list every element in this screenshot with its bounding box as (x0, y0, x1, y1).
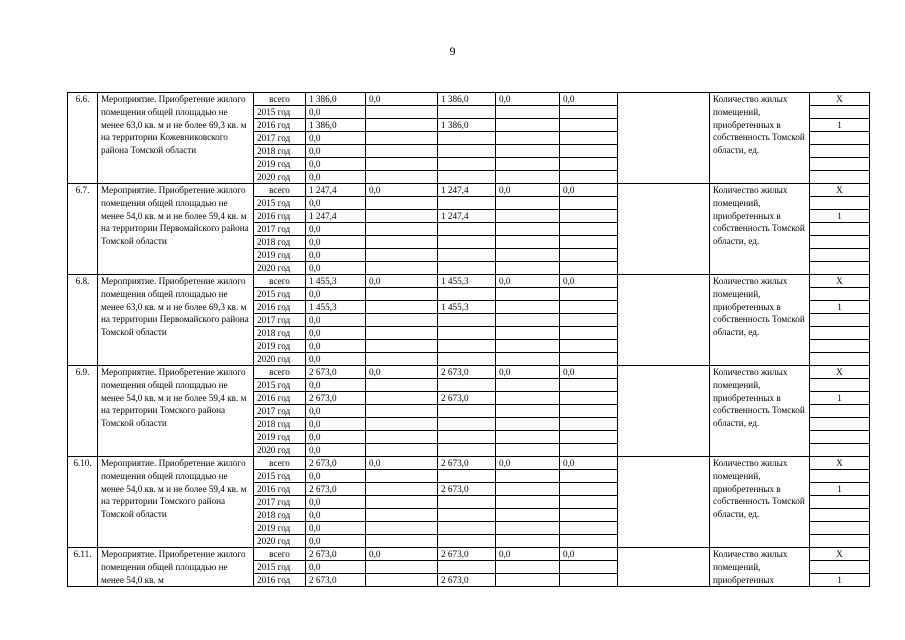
indicator-value (810, 327, 870, 340)
regional-cell (438, 418, 496, 431)
total-cell: 2 673,0 (306, 392, 366, 405)
regional-cell (438, 262, 496, 275)
indicator-value: 1 (810, 392, 870, 405)
indicator-value (810, 197, 870, 210)
item-number: 6.9. (68, 366, 98, 457)
item-number: 6.10. (68, 457, 98, 548)
total-cell: 0,0 (306, 236, 366, 249)
indicator-value: 1 (810, 119, 870, 132)
regional-cell (438, 223, 496, 236)
local-cell: 0,0 (496, 184, 560, 197)
total-cell: 0,0 (306, 379, 366, 392)
indicator-value: 1 (810, 301, 870, 314)
regional-cell (438, 249, 496, 262)
federal-cell (366, 158, 438, 171)
total-cell: 0,0 (306, 145, 366, 158)
period-cell: 2019 год (254, 158, 306, 171)
total-cell: 0,0 (306, 444, 366, 457)
other-cell (560, 483, 618, 496)
total-cell: 1 386,0 (306, 93, 366, 106)
other-cell (560, 210, 618, 223)
item-number: 6.8. (68, 275, 98, 366)
total-cell: 0,0 (306, 171, 366, 184)
regional-cell: 2 673,0 (438, 457, 496, 470)
federal-cell (366, 392, 438, 405)
regional-cell (438, 379, 496, 392)
regional-cell: 2 673,0 (438, 392, 496, 405)
other-cell (560, 392, 618, 405)
activity-name: Мероприятие. Приобретение жилого помещения общей площадью не менее 54,0 кв. м и не более 59,4 кв. м на территории Первомайского района Томской области (98, 184, 254, 275)
other-cell (560, 522, 618, 535)
local-cell (496, 496, 560, 509)
indicator-value (810, 379, 870, 392)
indicator-value (810, 431, 870, 444)
local-cell (496, 522, 560, 535)
regional-cell: 1 386,0 (438, 119, 496, 132)
federal-cell (366, 223, 438, 236)
total-cell: 2 673,0 (306, 483, 366, 496)
local-cell (496, 405, 560, 418)
total-cell: 0,0 (306, 561, 366, 574)
total-cell: 0,0 (306, 132, 366, 145)
total-cell: 0,0 (306, 418, 366, 431)
other-cell (560, 496, 618, 509)
program-activities-table (67, 92, 870, 587)
total-cell: 1 455,3 (306, 301, 366, 314)
other-cell: 0,0 (560, 548, 618, 561)
federal-cell: 0,0 (366, 184, 438, 197)
local-cell (496, 132, 560, 145)
local-cell (496, 106, 560, 119)
federal-cell (366, 379, 438, 392)
period-cell: всего (254, 184, 306, 197)
regional-cell (438, 145, 496, 158)
regional-cell: 2 673,0 (438, 366, 496, 379)
period-cell: всего (254, 366, 306, 379)
regional-cell (438, 431, 496, 444)
indicator-value (810, 405, 870, 418)
indicator-value: Х (810, 275, 870, 288)
local-cell (496, 574, 560, 587)
federal-cell (366, 340, 438, 353)
local-cell (496, 145, 560, 158)
federal-cell (366, 288, 438, 301)
regional-cell: 1 386,0 (438, 93, 496, 106)
period-cell: 2015 год (254, 288, 306, 301)
period-cell: 2016 год (254, 210, 306, 223)
regional-cell (438, 444, 496, 457)
period-cell: всего (254, 457, 306, 470)
other-cell: 0,0 (560, 366, 618, 379)
regional-cell: 2 673,0 (438, 548, 496, 561)
indicator-value (810, 145, 870, 158)
regional-cell (438, 171, 496, 184)
local-cell (496, 210, 560, 223)
other-cell: 0,0 (560, 184, 618, 197)
total-cell: 0,0 (306, 522, 366, 535)
period-cell: 2018 год (254, 509, 306, 522)
regional-cell: 2 673,0 (438, 574, 496, 587)
total-cell: 0,0 (306, 496, 366, 509)
federal-cell (366, 496, 438, 509)
other-cell (560, 145, 618, 158)
indicator-value (810, 561, 870, 574)
federal-cell: 0,0 (366, 457, 438, 470)
total-cell: 0,0 (306, 431, 366, 444)
other-cell: 0,0 (560, 275, 618, 288)
period-cell: всего (254, 275, 306, 288)
other-cell (560, 171, 618, 184)
regional-cell (438, 314, 496, 327)
federal-cell (366, 418, 438, 431)
federal-cell (366, 132, 438, 145)
executor-cell (618, 275, 710, 366)
total-cell: 2 673,0 (306, 457, 366, 470)
federal-cell (366, 522, 438, 535)
local-cell (496, 535, 560, 548)
period-cell: 2020 год (254, 444, 306, 457)
period-cell: 2017 год (254, 405, 306, 418)
local-cell (496, 353, 560, 366)
indicator-value (810, 262, 870, 275)
table-row (68, 366, 870, 379)
other-cell (560, 444, 618, 457)
period-cell: 2020 год (254, 171, 306, 184)
regional-cell (438, 509, 496, 522)
other-cell (560, 405, 618, 418)
local-cell (496, 561, 560, 574)
local-cell: 0,0 (496, 457, 560, 470)
other-cell (560, 249, 618, 262)
table-row (68, 275, 870, 288)
table-row (68, 548, 870, 561)
regional-cell (438, 106, 496, 119)
indicator-value: Х (810, 184, 870, 197)
indicator-name: Количество жилых помещений, приобретенных (710, 548, 810, 587)
federal-cell (366, 145, 438, 158)
regional-cell (438, 522, 496, 535)
other-cell (560, 158, 618, 171)
regional-cell (438, 561, 496, 574)
local-cell (496, 483, 560, 496)
total-cell: 1 455,3 (306, 275, 366, 288)
total-cell: 1 386,0 (306, 119, 366, 132)
local-cell (496, 288, 560, 301)
regional-cell (438, 470, 496, 483)
period-cell: 2016 год (254, 574, 306, 587)
regional-cell (438, 535, 496, 548)
local-cell (496, 379, 560, 392)
federal-cell (366, 171, 438, 184)
federal-cell: 0,0 (366, 93, 438, 106)
executor-cell (618, 366, 710, 457)
other-cell (560, 197, 618, 210)
local-cell (496, 119, 560, 132)
period-cell: 2019 год (254, 522, 306, 535)
other-cell (560, 418, 618, 431)
period-cell: 2020 год (254, 262, 306, 275)
regional-cell (438, 288, 496, 301)
other-cell (560, 288, 618, 301)
local-cell (496, 249, 560, 262)
regional-cell (438, 132, 496, 145)
other-cell (560, 470, 618, 483)
period-cell: 2015 год (254, 379, 306, 392)
federal-cell (366, 249, 438, 262)
indicator-value: 1 (810, 483, 870, 496)
period-cell: 2020 год (254, 353, 306, 366)
local-cell (496, 444, 560, 457)
federal-cell (366, 574, 438, 587)
other-cell (560, 223, 618, 236)
federal-cell (366, 262, 438, 275)
regional-cell (438, 353, 496, 366)
local-cell (496, 509, 560, 522)
indicator-value (810, 418, 870, 431)
indicator-value (810, 158, 870, 171)
activity-name: Мероприятие. Приобретение жилого помещения общей площадью не менее 63,0 кв. м и не более 69,3 кв. м на территории Кожевниковского района Томской области (98, 93, 254, 184)
local-cell (496, 392, 560, 405)
federal-cell: 0,0 (366, 548, 438, 561)
total-cell: 0,0 (306, 535, 366, 548)
indicator-value (810, 106, 870, 119)
regional-cell (438, 197, 496, 210)
indicator-name: Количество жилых помещений, приобретенных в собственность Томской области, ед. (710, 366, 810, 457)
regional-cell (438, 405, 496, 418)
federal-cell (366, 119, 438, 132)
federal-cell (366, 444, 438, 457)
federal-cell (366, 106, 438, 119)
other-cell (560, 262, 618, 275)
regional-cell (438, 340, 496, 353)
period-cell: 2015 год (254, 561, 306, 574)
total-cell: 0,0 (306, 288, 366, 301)
indicator-value (810, 340, 870, 353)
indicator-name: Количество жилых помещений, приобретенных в собственность Томской области, ед. (710, 93, 810, 184)
table-row (68, 184, 870, 197)
local-cell (496, 327, 560, 340)
total-cell: 0,0 (306, 314, 366, 327)
period-cell: 2015 год (254, 470, 306, 483)
period-cell: 2015 год (254, 197, 306, 210)
period-cell: 2018 год (254, 418, 306, 431)
indicator-value: 1 (810, 210, 870, 223)
other-cell (560, 340, 618, 353)
indicator-value (810, 249, 870, 262)
regional-cell: 1 247,4 (438, 210, 496, 223)
regional-cell: 1 455,3 (438, 275, 496, 288)
total-cell: 0,0 (306, 470, 366, 483)
regional-cell (438, 327, 496, 340)
other-cell (560, 574, 618, 587)
indicator-name: Количество жилых помещений, приобретенных в собственность Томской области, ед. (710, 275, 810, 366)
item-number: 6.11. (68, 548, 98, 587)
total-cell: 0,0 (306, 158, 366, 171)
indicator-value (810, 444, 870, 457)
total-cell: 2 673,0 (306, 366, 366, 379)
indicator-value: Х (810, 457, 870, 470)
other-cell (560, 509, 618, 522)
federal-cell: 0,0 (366, 366, 438, 379)
local-cell: 0,0 (496, 366, 560, 379)
total-cell: 0,0 (306, 353, 366, 366)
indicator-value (810, 535, 870, 548)
activity-name: Мероприятие. Приобретение жилого помещения общей площадью не менее 54,0 кв. м и не более 59,4 кв. м на территории Томского района Томской области (98, 457, 254, 548)
other-cell (560, 119, 618, 132)
other-cell (560, 132, 618, 145)
total-cell: 2 673,0 (306, 548, 366, 561)
indicator-value (810, 353, 870, 366)
local-cell (496, 314, 560, 327)
other-cell: 0,0 (560, 93, 618, 106)
indicator-value (810, 288, 870, 301)
total-cell: 0,0 (306, 262, 366, 275)
federal-cell (366, 535, 438, 548)
local-cell (496, 158, 560, 171)
period-cell: 2016 год (254, 301, 306, 314)
table-row (68, 93, 870, 106)
item-number: 6.6. (68, 93, 98, 184)
activity-name: Мероприятие. Приобретение жилого помещения общей площадью не менее 54,0 кв. м и не более 59,4 кв. м на территории Томского района Томской области (98, 366, 254, 457)
total-cell: 0,0 (306, 327, 366, 340)
indicator-value: Х (810, 548, 870, 561)
local-cell (496, 171, 560, 184)
total-cell: 1 247,4 (306, 210, 366, 223)
period-cell: 2019 год (254, 340, 306, 353)
other-cell (560, 535, 618, 548)
period-cell: 2017 год (254, 496, 306, 509)
local-cell (496, 197, 560, 210)
federal-cell (366, 561, 438, 574)
period-cell: 2018 год (254, 145, 306, 158)
other-cell (560, 431, 618, 444)
indicator-value (810, 314, 870, 327)
period-cell: 2016 год (254, 119, 306, 132)
local-cell: 0,0 (496, 548, 560, 561)
regional-cell (438, 158, 496, 171)
other-cell (560, 561, 618, 574)
federal-cell (366, 327, 438, 340)
indicator-value: 1 (810, 574, 870, 587)
federal-cell (366, 301, 438, 314)
total-cell: 1 247,4 (306, 184, 366, 197)
regional-cell: 1 247,4 (438, 184, 496, 197)
period-cell: 2019 год (254, 249, 306, 262)
indicator-value (810, 509, 870, 522)
period-cell: 2017 год (254, 132, 306, 145)
indicator-name: Количество жилых помещений, приобретенных в собственность Томской области, ед. (710, 184, 810, 275)
local-cell (496, 301, 560, 314)
period-cell: 2017 год (254, 314, 306, 327)
local-cell (496, 262, 560, 275)
indicator-value: Х (810, 366, 870, 379)
executor-cell (618, 93, 710, 184)
regional-cell: 1 455,3 (438, 301, 496, 314)
indicator-value (810, 496, 870, 509)
local-cell (496, 340, 560, 353)
indicator-value (810, 236, 870, 249)
federal-cell (366, 314, 438, 327)
activity-name: Мероприятие. Приобретение жилого помещения общей площадью не менее 54,0 кв. м (98, 548, 254, 587)
period-cell: 2016 год (254, 392, 306, 405)
indicator-value: Х (810, 93, 870, 106)
total-cell: 0,0 (306, 405, 366, 418)
indicator-value (810, 522, 870, 535)
federal-cell (366, 197, 438, 210)
total-cell: 0,0 (306, 106, 366, 119)
table-row (68, 457, 870, 470)
period-cell: 2015 год (254, 106, 306, 119)
local-cell (496, 418, 560, 431)
indicator-value (810, 223, 870, 236)
local-cell (496, 431, 560, 444)
regional-cell: 2 673,0 (438, 483, 496, 496)
total-cell: 0,0 (306, 223, 366, 236)
federal-cell (366, 353, 438, 366)
regional-cell (438, 236, 496, 249)
other-cell (560, 301, 618, 314)
executor-cell (618, 457, 710, 548)
indicator-value (810, 132, 870, 145)
federal-cell (366, 483, 438, 496)
period-cell: 2018 год (254, 327, 306, 340)
federal-cell (366, 509, 438, 522)
period-cell: 2017 год (254, 223, 306, 236)
other-cell: 0,0 (560, 457, 618, 470)
total-cell: 0,0 (306, 249, 366, 262)
executor-cell (618, 548, 710, 587)
period-cell: 2016 год (254, 483, 306, 496)
other-cell (560, 353, 618, 366)
other-cell (560, 236, 618, 249)
federal-cell (366, 431, 438, 444)
period-cell: всего (254, 93, 306, 106)
local-cell: 0,0 (496, 275, 560, 288)
other-cell (560, 379, 618, 392)
other-cell (560, 106, 618, 119)
federal-cell: 0,0 (366, 275, 438, 288)
item-number: 6.7. (68, 184, 98, 275)
total-cell: 0,0 (306, 340, 366, 353)
indicator-value (810, 171, 870, 184)
period-cell: 2018 год (254, 236, 306, 249)
federal-cell (366, 236, 438, 249)
regional-cell (438, 496, 496, 509)
local-cell (496, 223, 560, 236)
page-number: 9 (449, 44, 456, 58)
executor-cell (618, 184, 710, 275)
indicator-name: Количество жилых помещений, приобретенных в собственность Томской области, ед. (710, 457, 810, 548)
local-cell: 0,0 (496, 93, 560, 106)
total-cell: 0,0 (306, 197, 366, 210)
period-cell: всего (254, 548, 306, 561)
indicator-value (810, 470, 870, 483)
local-cell (496, 470, 560, 483)
federal-cell (366, 405, 438, 418)
total-cell: 2 673,0 (306, 574, 366, 587)
federal-cell (366, 470, 438, 483)
activity-name: Мероприятие. Приобретение жилого помещения общей площадью не менее 63,0 кв. м и не более 69,3 кв. м на территории Первомайского района Томской области (98, 275, 254, 366)
local-cell (496, 236, 560, 249)
total-cell: 0,0 (306, 509, 366, 522)
period-cell: 2020 год (254, 535, 306, 548)
other-cell (560, 314, 618, 327)
other-cell (560, 327, 618, 340)
federal-cell (366, 210, 438, 223)
period-cell: 2019 год (254, 431, 306, 444)
